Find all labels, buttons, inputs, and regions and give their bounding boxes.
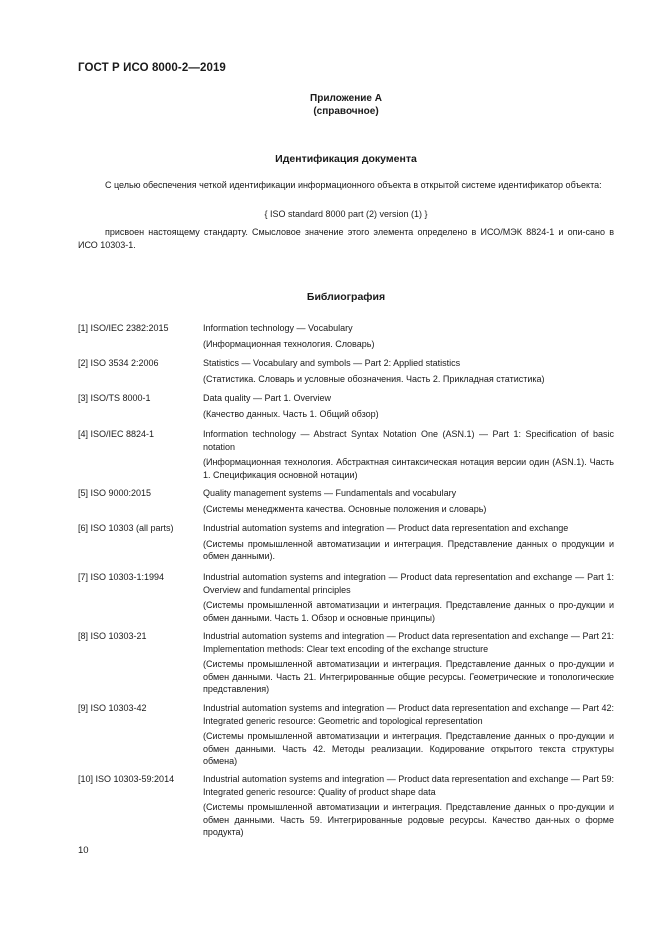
- bibliography-translation: (Системы менеджмента качества. Основные положения и словарь): [203, 503, 487, 514]
- bibliography-title: Industrial automation systems and integration — Product data representation and exchange — Part 21: Implementation methods: Clear text encoding of the exchange structure: [203, 631, 614, 654]
- bibliography-ref: [5] ISO 9000:2015: [78, 488, 152, 498]
- bibliography-translation: (Системы промышленной автоматизации и интеграция. Представление данных о про-дукции и обмен данными. Часть 42. Методы реализации. Кодирование открытого текста структуры обмена): [203, 731, 614, 766]
- bibliography-ref: [8] ISO 10303-21: [78, 631, 147, 641]
- bibliography-ref: [10] ISO 10303-59:2014: [78, 774, 175, 784]
- bibliography-title: Information technology — Vocabulary: [203, 323, 353, 333]
- bibliography-translation: (Системы промышленной автоматизации и интеграция. Представление данных о про-дукции и обмен данными. Часть 21. Интегрированные общие ресурсы. Геометрические и топологические представления): [203, 659, 614, 694]
- bibliography-title: Industrial automation systems and integration — Product data representation and exchange: [203, 523, 569, 533]
- bibliography-translation: (Системы промышленной автоматизации и интеграция. Представление данных о продукции и обмен данными).: [203, 538, 614, 561]
- bibliography-ref: [1] ISO/IEC 2382:2015: [78, 323, 169, 333]
- bibliography-translation: (Системы промышленной автоматизации и интеграция. Представление данных о про-дукции и обмен данными. Часть 59. Интегрированные родовые ресурсы. Качество дан-ных о форме продукта): [203, 802, 614, 837]
- bibliography-translation: (Качество данных. Часть 1. Общий обзор): [203, 408, 379, 419]
- bibliography-ref: [4] ISO/IEC 8824-1: [78, 429, 155, 439]
- annex-subtitle: (справочное): [313, 106, 379, 117]
- bibliography-ref: [3] ISO/TS 8000-1: [78, 393, 151, 403]
- document-header: ГОСТ Р ИСО 8000-2—2019: [78, 62, 226, 74]
- identification-intro: С целью обеспечения четкой идентификации информационного объекта в открытой системе идентификатор объекта:: [105, 180, 602, 190]
- page-number: 10: [78, 845, 89, 856]
- bibliography-title: Data quality — Part 1. Overview: [203, 393, 332, 403]
- bibliography-title: Statistics — Vocabulary and symbols — Part 2: Applied statistics: [203, 358, 461, 368]
- bibliography-title: Quality management systems — Fundamentals and vocabulary: [203, 488, 457, 498]
- bibliography-title: Industrial automation systems and integration — Product data representation and exchange — Part 1: Overview and fundamental principles: [203, 572, 614, 595]
- bibliography-ref: [7] ISO 10303-1:1994: [78, 572, 165, 582]
- identification-heading: Идентификация документа: [275, 153, 417, 165]
- bibliography-title: Industrial automation systems and integration — Product data representation and exchange — Part 42: Integrated generic resource: Geometric and topological representation: [203, 703, 614, 726]
- bibliography-translation: (Информационная технология. Абстрактная синтаксическая нотация версии один (ASN.1). Часть 1. Спецификация основной нотации): [203, 457, 614, 480]
- bibliography-heading: Библиография: [306, 291, 386, 303]
- identification-outro: присвоен настоящему стандарту. Смысловое значение этого элемента определено в ИСО/МЭК 8824-1 и опи-сано в ИСО 10303-1.: [78, 227, 614, 250]
- bibliography-title: Industrial automation systems and integration — Product data representation and exchange — Part 59: Integrated generic resource: Quality of product shape data: [203, 774, 614, 797]
- bibliography-translation: (Системы промышленной автоматизации и интеграция. Представление данных о про-дукции и обмен данными. Часть 1. Обзор и основные принципы): [203, 600, 614, 623]
- annex-title: Приложение А: [310, 93, 382, 104]
- bibliography-ref: [2] ISO 3534 2:2006: [78, 358, 159, 368]
- bibliography-translation: (Статистика. Словарь и условные обозначения. Часть 2. Прикладная статистика): [203, 373, 545, 384]
- object-identifier: { ISO standard 8000 part (2) version (1) }: [264, 209, 428, 219]
- bibliography-ref: [6] ISO 10303 (all parts): [78, 523, 174, 533]
- bibliography-ref: [9] ISO 10303-42: [78, 703, 147, 713]
- bibliography-translation: (Информационная технология. Словарь): [203, 338, 375, 349]
- bibliography-title: Information technology — Abstract Syntax Notation One (ASN.1) — Part 1: Specification of basic notation: [203, 429, 614, 452]
